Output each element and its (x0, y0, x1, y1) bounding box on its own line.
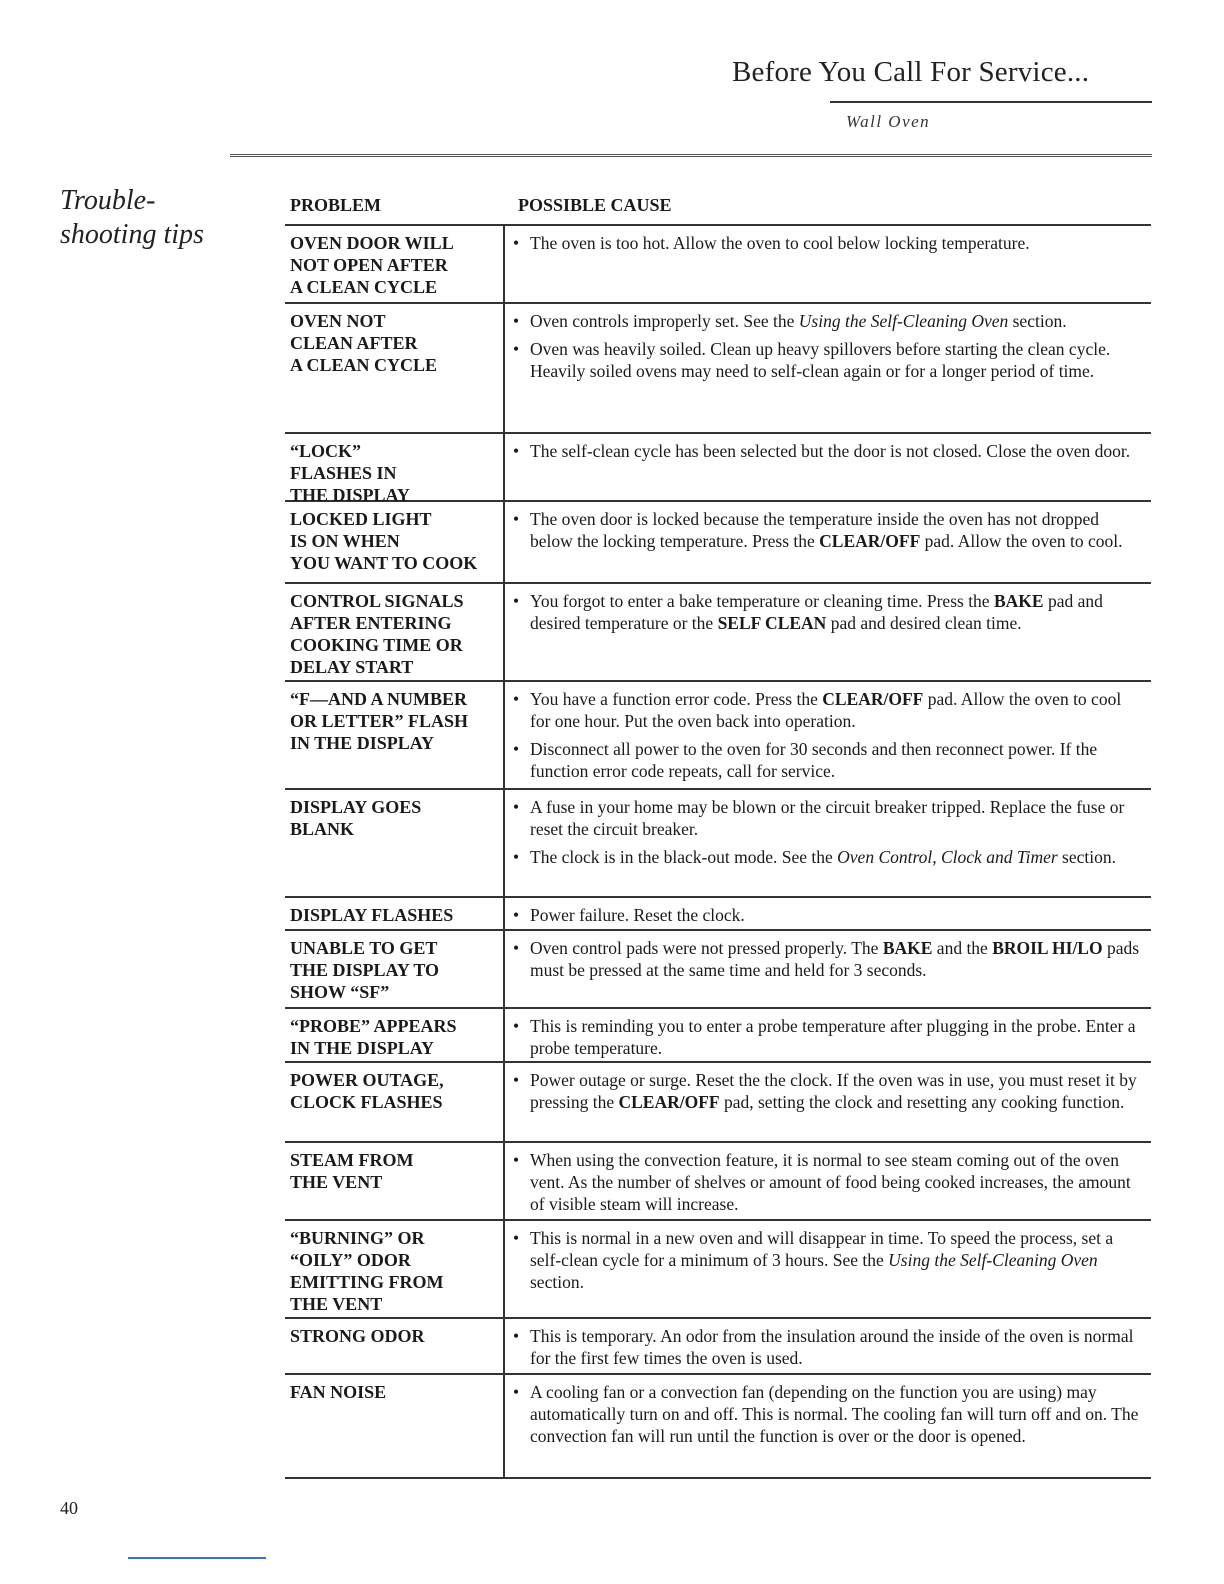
problem-line: STEAM FROM (290, 1150, 414, 1170)
problem-line: “OILY” ODOR (290, 1250, 411, 1270)
table-row (285, 304, 1151, 434)
problem-cell (285, 1221, 505, 1317)
problem-line: AFTER ENTERING (290, 613, 452, 633)
cause-item (513, 440, 1141, 462)
problem-cell (285, 502, 505, 582)
cause-text: section. (1057, 847, 1116, 867)
bullet-icon: • (513, 1150, 520, 1170)
problem-line: COOKING TIME OR (290, 635, 463, 655)
cause-emphasis: SELF CLEAN (717, 613, 827, 633)
bullet-icon: • (513, 1382, 520, 1402)
cause-text: The oven door is locked because the temperature inside the oven has not dropped below the locking temperature. Press the (530, 509, 1100, 551)
cause-cell (505, 790, 1151, 896)
cause-text: The oven is too hot. Allow the oven to cool below locking temperature. (530, 233, 1030, 253)
cause-cell (505, 931, 1151, 1007)
table-row (285, 502, 1151, 584)
cause-text: Power failure. Reset the clock. (530, 905, 745, 925)
cause-text: A fuse in your home may be blown or the circuit breaker tripped. Replace the fuse or reset the circuit breaker. (530, 797, 1125, 839)
problem-line: THE DISPLAY (290, 485, 410, 505)
page-number: 40 (60, 1498, 78, 1518)
table-row (285, 682, 1151, 790)
cause-emphasis: CLEAR/OFF (618, 1092, 720, 1112)
problem-cell (285, 434, 505, 505)
bullet-icon: • (513, 938, 520, 958)
problem-line: OVEN DOOR WILL (290, 233, 454, 253)
bullet-icon: • (513, 739, 520, 759)
problem-line: DELAY START (290, 657, 414, 677)
table-header (285, 190, 1151, 226)
cause-text: Oven controls improperly set. See the (530, 311, 799, 331)
cause-item (513, 310, 1141, 332)
bullet-icon: • (513, 339, 520, 359)
cause-item (513, 1227, 1141, 1293)
table-row (285, 931, 1151, 1009)
table-row (285, 226, 1151, 304)
cause-text: The self-clean cycle has been selected but the door is not closed. Close the oven door. (530, 441, 1131, 461)
problem-cell (285, 584, 505, 680)
problem-line: CONTROL SIGNALS (290, 591, 464, 611)
problem-line: LOCKED LIGHT (290, 509, 432, 529)
problem-line: NOT OPEN AFTER (290, 255, 448, 275)
problem-cell (285, 898, 505, 929)
problem-line: EMITTING FROM (290, 1272, 444, 1292)
cause-item (513, 338, 1141, 382)
cause-text: You have a function error code. Press the (530, 689, 823, 709)
cause-cell (505, 304, 1151, 432)
troubleshooting-table (285, 190, 1151, 1479)
problem-line: A CLEAN CYCLE (290, 355, 438, 375)
problem-line: OR LETTER” FLASH (290, 711, 469, 731)
bullet-icon: • (513, 509, 520, 529)
cause-text: When using the convection feature, it is normal to see steam coming out of the oven vent. As the number of shelves or amount of food being cooked increases, the amount of visible steam will increase. (530, 1150, 1131, 1214)
column-header-problem: PROBLEM (290, 195, 382, 215)
problem-line: OVEN NOT (290, 311, 386, 331)
cause-emphasis: BROIL HI/LO (992, 938, 1103, 958)
table-row (285, 1143, 1151, 1221)
cause-text: pads must be pressed at the same time and held for 3 seconds. (530, 938, 1140, 980)
cause-cell (505, 434, 1151, 500)
cause-cell (505, 1375, 1151, 1477)
problem-line: IS ON WHEN (290, 531, 400, 551)
problem-cell (285, 931, 505, 1007)
table-row (285, 1319, 1151, 1375)
problem-line: POWER OUTAGE, (290, 1070, 444, 1090)
cause-text: Oven was heavily soiled. Clean up heavy spillovers before starting the clean cycle. Heavily soiled ovens may need to self-clean again or for a longer period of time. (530, 339, 1111, 381)
cause-cell (505, 1221, 1151, 1317)
problem-line: THE VENT (290, 1172, 383, 1192)
cause-item (513, 232, 1141, 254)
cause-reference: Using the Self-Cleaning Oven (798, 311, 1009, 331)
cause-reference: Oven Control, Clock and Timer (837, 847, 1058, 867)
header-rule-short (830, 101, 1152, 103)
cause-text: pad, setting the clock and resetting any cooking function. (719, 1092, 1125, 1112)
cause-item (513, 796, 1141, 840)
table-row (285, 1063, 1151, 1143)
problem-cell (285, 226, 505, 302)
cause-text: You forgot to enter a bake temperature or cleaning time. Press the (530, 591, 994, 611)
cause-text: and the (932, 938, 993, 958)
side-heading (60, 184, 250, 252)
header-title: Before You Call For Service... (732, 56, 1090, 88)
cause-cell (505, 226, 1151, 302)
problem-line: CLOCK FLASHES (290, 1092, 443, 1112)
table-row (285, 434, 1151, 505)
cause-item (513, 1149, 1141, 1215)
problem-line: IN THE DISPLAY (290, 1038, 435, 1058)
problem-line: YOU WANT TO COOK (290, 553, 478, 573)
problem-line: BLANK (290, 819, 355, 839)
cause-reference: Using the Self-Cleaning Oven (888, 1250, 1098, 1270)
bullet-icon: • (513, 847, 520, 867)
bullet-icon: • (513, 233, 520, 253)
header-subtitle: Wall Oven (846, 112, 931, 131)
problem-line: “PROBE” APPEARS (290, 1016, 457, 1036)
cause-cell (505, 898, 1151, 929)
bullet-icon: • (513, 689, 520, 709)
cause-text: A cooling fan or a convection fan (depending on the function you are using) may automatically turn on and off. This is normal. The cooling fan will turn off and on. The convection fan will run until the function is over or the door is opened. (530, 1382, 1139, 1446)
cause-cell (505, 502, 1151, 582)
table-row (285, 1009, 1151, 1063)
cause-emphasis: CLEAR/OFF (819, 531, 921, 551)
bullet-icon: • (513, 905, 520, 925)
problem-line: IN THE DISPLAY (290, 733, 435, 753)
cause-item (513, 590, 1141, 634)
problem-cell (285, 1063, 505, 1141)
problem-line: CLEAN AFTER (290, 333, 418, 353)
cause-item (513, 1325, 1141, 1369)
problem-line: “BURNING” OR (290, 1228, 425, 1248)
problem-cell (285, 1143, 505, 1219)
column-header-cause: POSSIBLE CAUSE (518, 195, 672, 215)
table-row (285, 1221, 1151, 1319)
table-row (285, 1375, 1151, 1479)
cause-cell (505, 1319, 1151, 1373)
cause-text: section. (1008, 311, 1067, 331)
bullet-icon: • (513, 1326, 520, 1346)
problem-cell (285, 1009, 505, 1061)
cause-text: Power outage or surge. Reset the the clock. If the oven was in use, you must reset it by pressing the (530, 1070, 1137, 1112)
cause-text: section. (530, 1272, 584, 1292)
cause-text: pad and desired clean time. (826, 613, 1022, 633)
cause-item (513, 738, 1141, 782)
cause-text: This is temporary. An odor from the insulation around the inside of the oven is normal for the first few times the oven is used. (530, 1326, 1134, 1368)
table-row (285, 898, 1151, 931)
problem-line: THE DISPLAY TO (290, 960, 440, 980)
cause-emphasis: CLEAR/OFF (822, 689, 924, 709)
table-body (285, 226, 1151, 1479)
bullet-icon: • (513, 591, 520, 611)
side-heading-line2: shooting tips (60, 219, 204, 250)
table-row (285, 584, 1151, 682)
bullet-icon: • (513, 797, 520, 817)
cause-item (513, 846, 1141, 868)
problem-cell (285, 682, 505, 788)
cause-emphasis: BAKE (882, 938, 933, 958)
cause-emphasis: BAKE (993, 591, 1044, 611)
cause-text: pad. Allow the oven to cool for one hour. Put the oven back into operation. (530, 689, 1122, 731)
bullet-icon: • (513, 1016, 520, 1036)
cause-cell (505, 1063, 1151, 1141)
table-row (285, 790, 1151, 898)
problem-line: FLASHES IN (290, 463, 397, 483)
cause-cell (505, 682, 1151, 788)
cause-item (513, 508, 1141, 552)
problem-line: A CLEAN CYCLE (290, 277, 438, 297)
cause-item (513, 688, 1141, 732)
cause-text: pad and desired temperature or the (530, 591, 1103, 633)
problem-line: THE VENT (290, 1294, 383, 1314)
cause-item (513, 1015, 1141, 1059)
problem-line: DISPLAY FLASHES (290, 905, 454, 925)
problem-cell (285, 1319, 505, 1373)
header-rule-long (230, 154, 1152, 157)
problem-line: “F—AND A NUMBER (290, 689, 468, 709)
cause-item (513, 1381, 1141, 1447)
cause-item (513, 1069, 1141, 1113)
cause-text: This is normal in a new oven and will disappear in time. To speed the process, set a self-clean cycle for a minimum of 3 hours. See the (530, 1228, 1114, 1270)
bullet-icon: • (513, 1228, 520, 1248)
problem-line: FAN NOISE (290, 1382, 387, 1402)
bullet-icon: • (513, 1070, 520, 1090)
cause-text: Disconnect all power to the oven for 30 seconds and then reconnect power. If the function error code repeats, call for service. (530, 739, 1098, 781)
cause-item (513, 937, 1141, 981)
side-heading-line1: Trouble- (60, 185, 156, 216)
cause-text: This is reminding you to enter a probe temperature after plugging in the probe. Enter a probe temperature. (530, 1016, 1136, 1058)
problem-line: UNABLE TO GET (290, 938, 438, 958)
problem-line: DISPLAY GOES (290, 797, 422, 817)
cause-text: The clock is in the black-out mode. See the (530, 847, 838, 867)
cause-text: pad. Allow the oven to cool. (920, 531, 1123, 551)
bullet-icon: • (513, 311, 520, 331)
footer-line (128, 1557, 266, 1559)
cause-cell (505, 1009, 1151, 1061)
problem-line: “LOCK” (290, 441, 362, 461)
problem-line: SHOW “SF” (290, 982, 390, 1002)
problem-cell (285, 1375, 505, 1477)
problem-cell (285, 790, 505, 896)
cause-item (513, 904, 1141, 926)
cause-cell (505, 1143, 1151, 1219)
problem-cell (285, 304, 505, 432)
bullet-icon: • (513, 441, 520, 461)
cause-cell (505, 584, 1151, 680)
problem-line: STRONG ODOR (290, 1326, 425, 1346)
cause-text: Oven control pads were not pressed properly. The (530, 938, 883, 958)
